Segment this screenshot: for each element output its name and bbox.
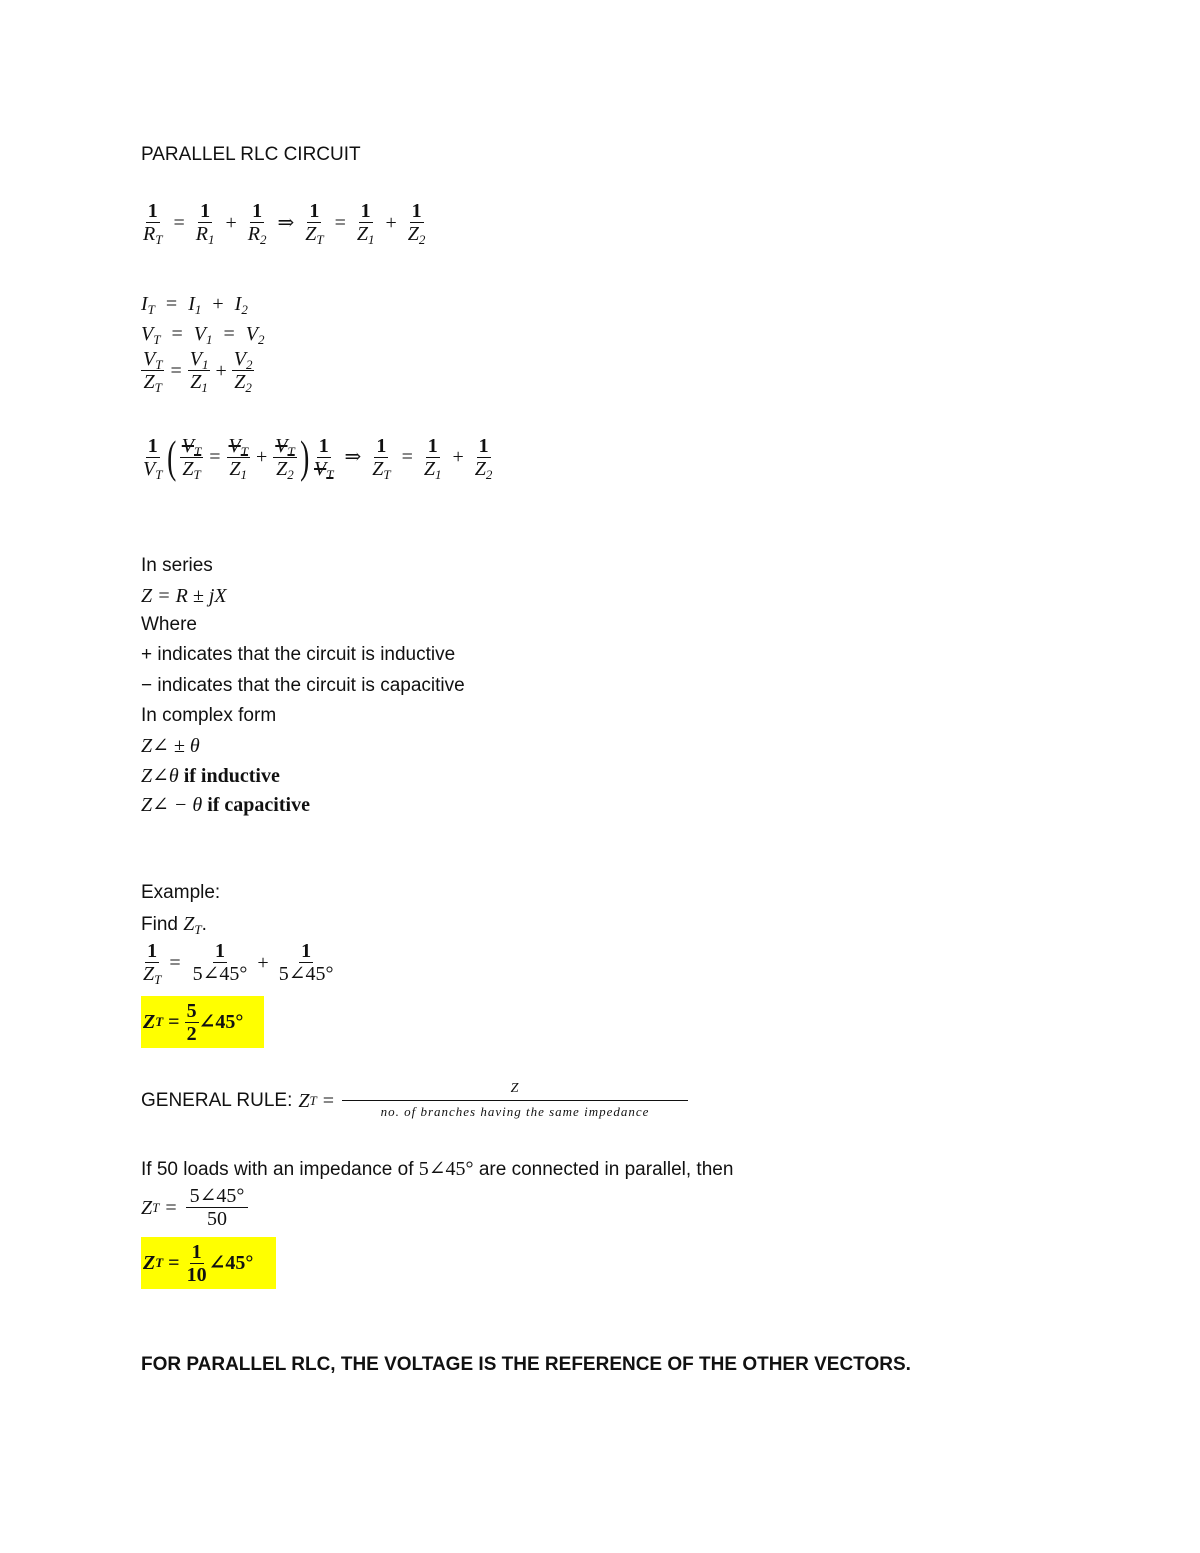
numerator: 1 [318, 434, 329, 457]
subscript: 2 [287, 466, 294, 482]
polar-value: 5∠45° [192, 963, 248, 985]
plus-sign: + [225, 211, 237, 234]
period: . [201, 914, 207, 935]
symbol-z: Z [298, 1089, 310, 1112]
subscript: 1 [367, 232, 375, 247]
equals-sign: = [170, 359, 182, 382]
rule-denominator: no. of branches having the same impedance [380, 1104, 650, 1119]
equation-current-fractions [138, 348, 257, 393]
loads-equation: Z T = $\frac{5\angle 45^\circ}{50}$ [141, 1185, 251, 1230]
subscript: T [155, 466, 163, 482]
equation-voltage-equal [141, 322, 264, 346]
numerator: 1 [411, 200, 422, 222]
subscript: 2 [418, 232, 426, 247]
equals-sign: = [322, 1089, 334, 1112]
subscript: T [326, 466, 334, 482]
subscript: 1 [201, 357, 209, 372]
subscript: T [309, 1092, 317, 1108]
series-formula: Z = R ± jX [141, 585, 227, 607]
polar-value: 5∠45° [278, 963, 334, 985]
plus-sign: + [255, 446, 268, 468]
symbol-z: Z [143, 963, 155, 985]
equation-current-sum [141, 292, 248, 316]
subscript: 1 [240, 466, 248, 482]
loads-sentence-end: are connected in parallel, then [478, 1159, 734, 1180]
equals-sign: = [401, 446, 413, 468]
symbol-v: V [143, 348, 156, 370]
equals-sign: = [209, 446, 221, 468]
symbol-v: V [181, 434, 194, 457]
subscript: 2 [241, 302, 248, 317]
symbol-z: Z [305, 223, 317, 245]
numerator: 1 [200, 200, 211, 222]
right-paren: ) [299, 431, 309, 482]
symbol-z: Z [356, 223, 368, 245]
result-numerator: 5 [186, 999, 197, 1022]
symbol-i: I [188, 293, 195, 315]
capacitive-note: − indicates that the circuit is capacitive [141, 675, 465, 696]
inductive-note: + indicates that the circuit is inductive [141, 644, 456, 665]
plus-sign: + [215, 359, 227, 382]
plus-sign: + [452, 446, 464, 468]
numerator: 1 [147, 940, 158, 962]
numerator: 1 [478, 434, 489, 457]
symbol-z: Z [372, 457, 384, 480]
symbol-v: V [143, 457, 156, 480]
symbol-z: Z [229, 457, 241, 480]
loads-result: Z T = $\frac{1}{10}$ ∠45° [141, 1237, 276, 1289]
subscript: 2 [485, 466, 493, 482]
find-word: Find [141, 914, 178, 935]
plus-sign: + [385, 211, 397, 234]
numerator: 1 [147, 200, 158, 222]
inductive-polar [141, 764, 280, 788]
symbol-z: Z [423, 457, 436, 480]
implies-sign: ⇒ [277, 211, 295, 234]
left-paren: ( [167, 431, 177, 482]
symbol-v: V [275, 434, 288, 457]
equals-sign: = [168, 1252, 180, 1274]
capacitive-text: if capacitive [207, 794, 310, 816]
equals-sign: = [165, 293, 178, 315]
subscript: T [287, 443, 295, 459]
result-denominator: 10 [186, 1263, 207, 1286]
symbol-z: Z [276, 457, 288, 480]
general-rule [141, 1078, 691, 1123]
subscript: 1 [435, 466, 442, 482]
numerator: 1 [301, 940, 312, 962]
subscript: T [155, 232, 163, 247]
symbol-v: V [189, 348, 202, 370]
symbol-r: R [195, 223, 208, 245]
equals-sign: = [173, 211, 185, 234]
symbol-z: Z [183, 913, 195, 935]
symbol-z: Z [141, 1196, 153, 1219]
symbol-v: V [228, 434, 241, 457]
example-label: Example: [141, 882, 221, 903]
loads-numerator: 5∠45° [186, 1185, 249, 1208]
symbol-z: Z [407, 223, 419, 245]
symbol-z: Z [143, 371, 155, 393]
subscript: 2 [257, 332, 265, 347]
loads-sentence [141, 1157, 733, 1182]
plus-sign: + [212, 293, 224, 315]
symbol-r: R [143, 223, 156, 245]
subscript: T [316, 232, 324, 247]
capacitive-polar [141, 793, 310, 817]
subscript: 1 [194, 302, 202, 317]
numerator: 1 [376, 434, 387, 457]
equation-derivation [138, 431, 497, 482]
subscript: T [147, 302, 155, 317]
symbol-z: Z [182, 457, 194, 480]
symbol-r: R [247, 223, 260, 245]
symbol-v: V [314, 457, 327, 480]
example-result: Z T = $\frac{5}{2}$ ∠45° [141, 996, 264, 1048]
page-title: PARALLEL RLC CIRCUIT [141, 144, 361, 165]
equals-sign: = [223, 323, 235, 345]
numerator: 1 [427, 434, 438, 457]
subscript: T [194, 443, 202, 459]
subscript: 2 [259, 232, 267, 247]
subscript: T [194, 922, 202, 937]
subscript: T [153, 332, 161, 347]
equals-sign: = [168, 1011, 180, 1033]
symbol-i: I [141, 293, 148, 315]
subscript: T [154, 380, 162, 395]
capacitive-symbol: Z∠ − θ [141, 794, 203, 816]
numerator: 1 [252, 200, 263, 222]
symbol-i: I [234, 293, 242, 315]
numerator: 1 [360, 200, 371, 222]
example-equation [138, 940, 342, 985]
load-impedance: 5∠45° [418, 1158, 474, 1180]
subscript: T [155, 357, 163, 372]
result-angle: ∠45° [208, 1252, 254, 1274]
subscript: T [193, 466, 201, 482]
equals-sign: = [171, 323, 183, 345]
equation-resistance-impedance [138, 200, 430, 245]
symbol-z: Z [190, 371, 202, 393]
where-label: Where [141, 614, 197, 635]
numerator: 1 [309, 200, 320, 222]
numerator: 1 [215, 940, 226, 962]
subscript: 1 [207, 232, 215, 247]
subscript: T [240, 443, 248, 459]
symbol-z: Z [474, 457, 486, 480]
complex-form-label: In complex form [141, 705, 277, 726]
symbol-v: V [245, 323, 258, 345]
rule-numerator: Z [342, 1078, 688, 1101]
conclusion-statement: FOR PARALLEL RLC, THE VOLTAGE IS THE REFERENCE OF THE OTHER VECTORS. [141, 1354, 911, 1375]
equals-sign: = [334, 211, 346, 234]
find-zt [141, 912, 207, 942]
implies-sign: ⇒ [344, 446, 362, 468]
symbol-z: Z [234, 371, 246, 393]
symbol-v: V [141, 323, 154, 345]
loads-sentence-start: If 50 loads with an impedance of [141, 1159, 414, 1180]
subscript: 1 [205, 332, 213, 347]
result-angle: ∠45° [198, 1011, 244, 1033]
loads-denominator: 50 [207, 1208, 228, 1230]
subscript: 1 [201, 380, 208, 395]
subscript: 2 [245, 380, 252, 395]
subscript: T [154, 972, 162, 987]
equals-sign: = [165, 1196, 177, 1219]
series-heading: In series [141, 555, 213, 576]
subscript: T [383, 466, 391, 482]
result-denominator: 2 [186, 1022, 197, 1045]
symbol-z: Z [143, 1252, 156, 1274]
result-numerator: 1 [191, 1240, 202, 1263]
inductive-text: if inductive [183, 765, 280, 787]
symbol-v: V [233, 348, 246, 370]
general-rule-label: GENERAL RULE: [141, 1089, 293, 1111]
numerator: 1 [147, 434, 158, 457]
subscript: 2 [245, 357, 253, 372]
equals-sign: = [169, 951, 181, 974]
inductive-symbol: Z∠θ [141, 765, 179, 787]
symbol-v: V [193, 323, 206, 345]
plus-sign: + [257, 951, 269, 974]
symbol-z: Z [143, 1011, 156, 1033]
polar-form: Z∠ ± θ [141, 735, 200, 757]
